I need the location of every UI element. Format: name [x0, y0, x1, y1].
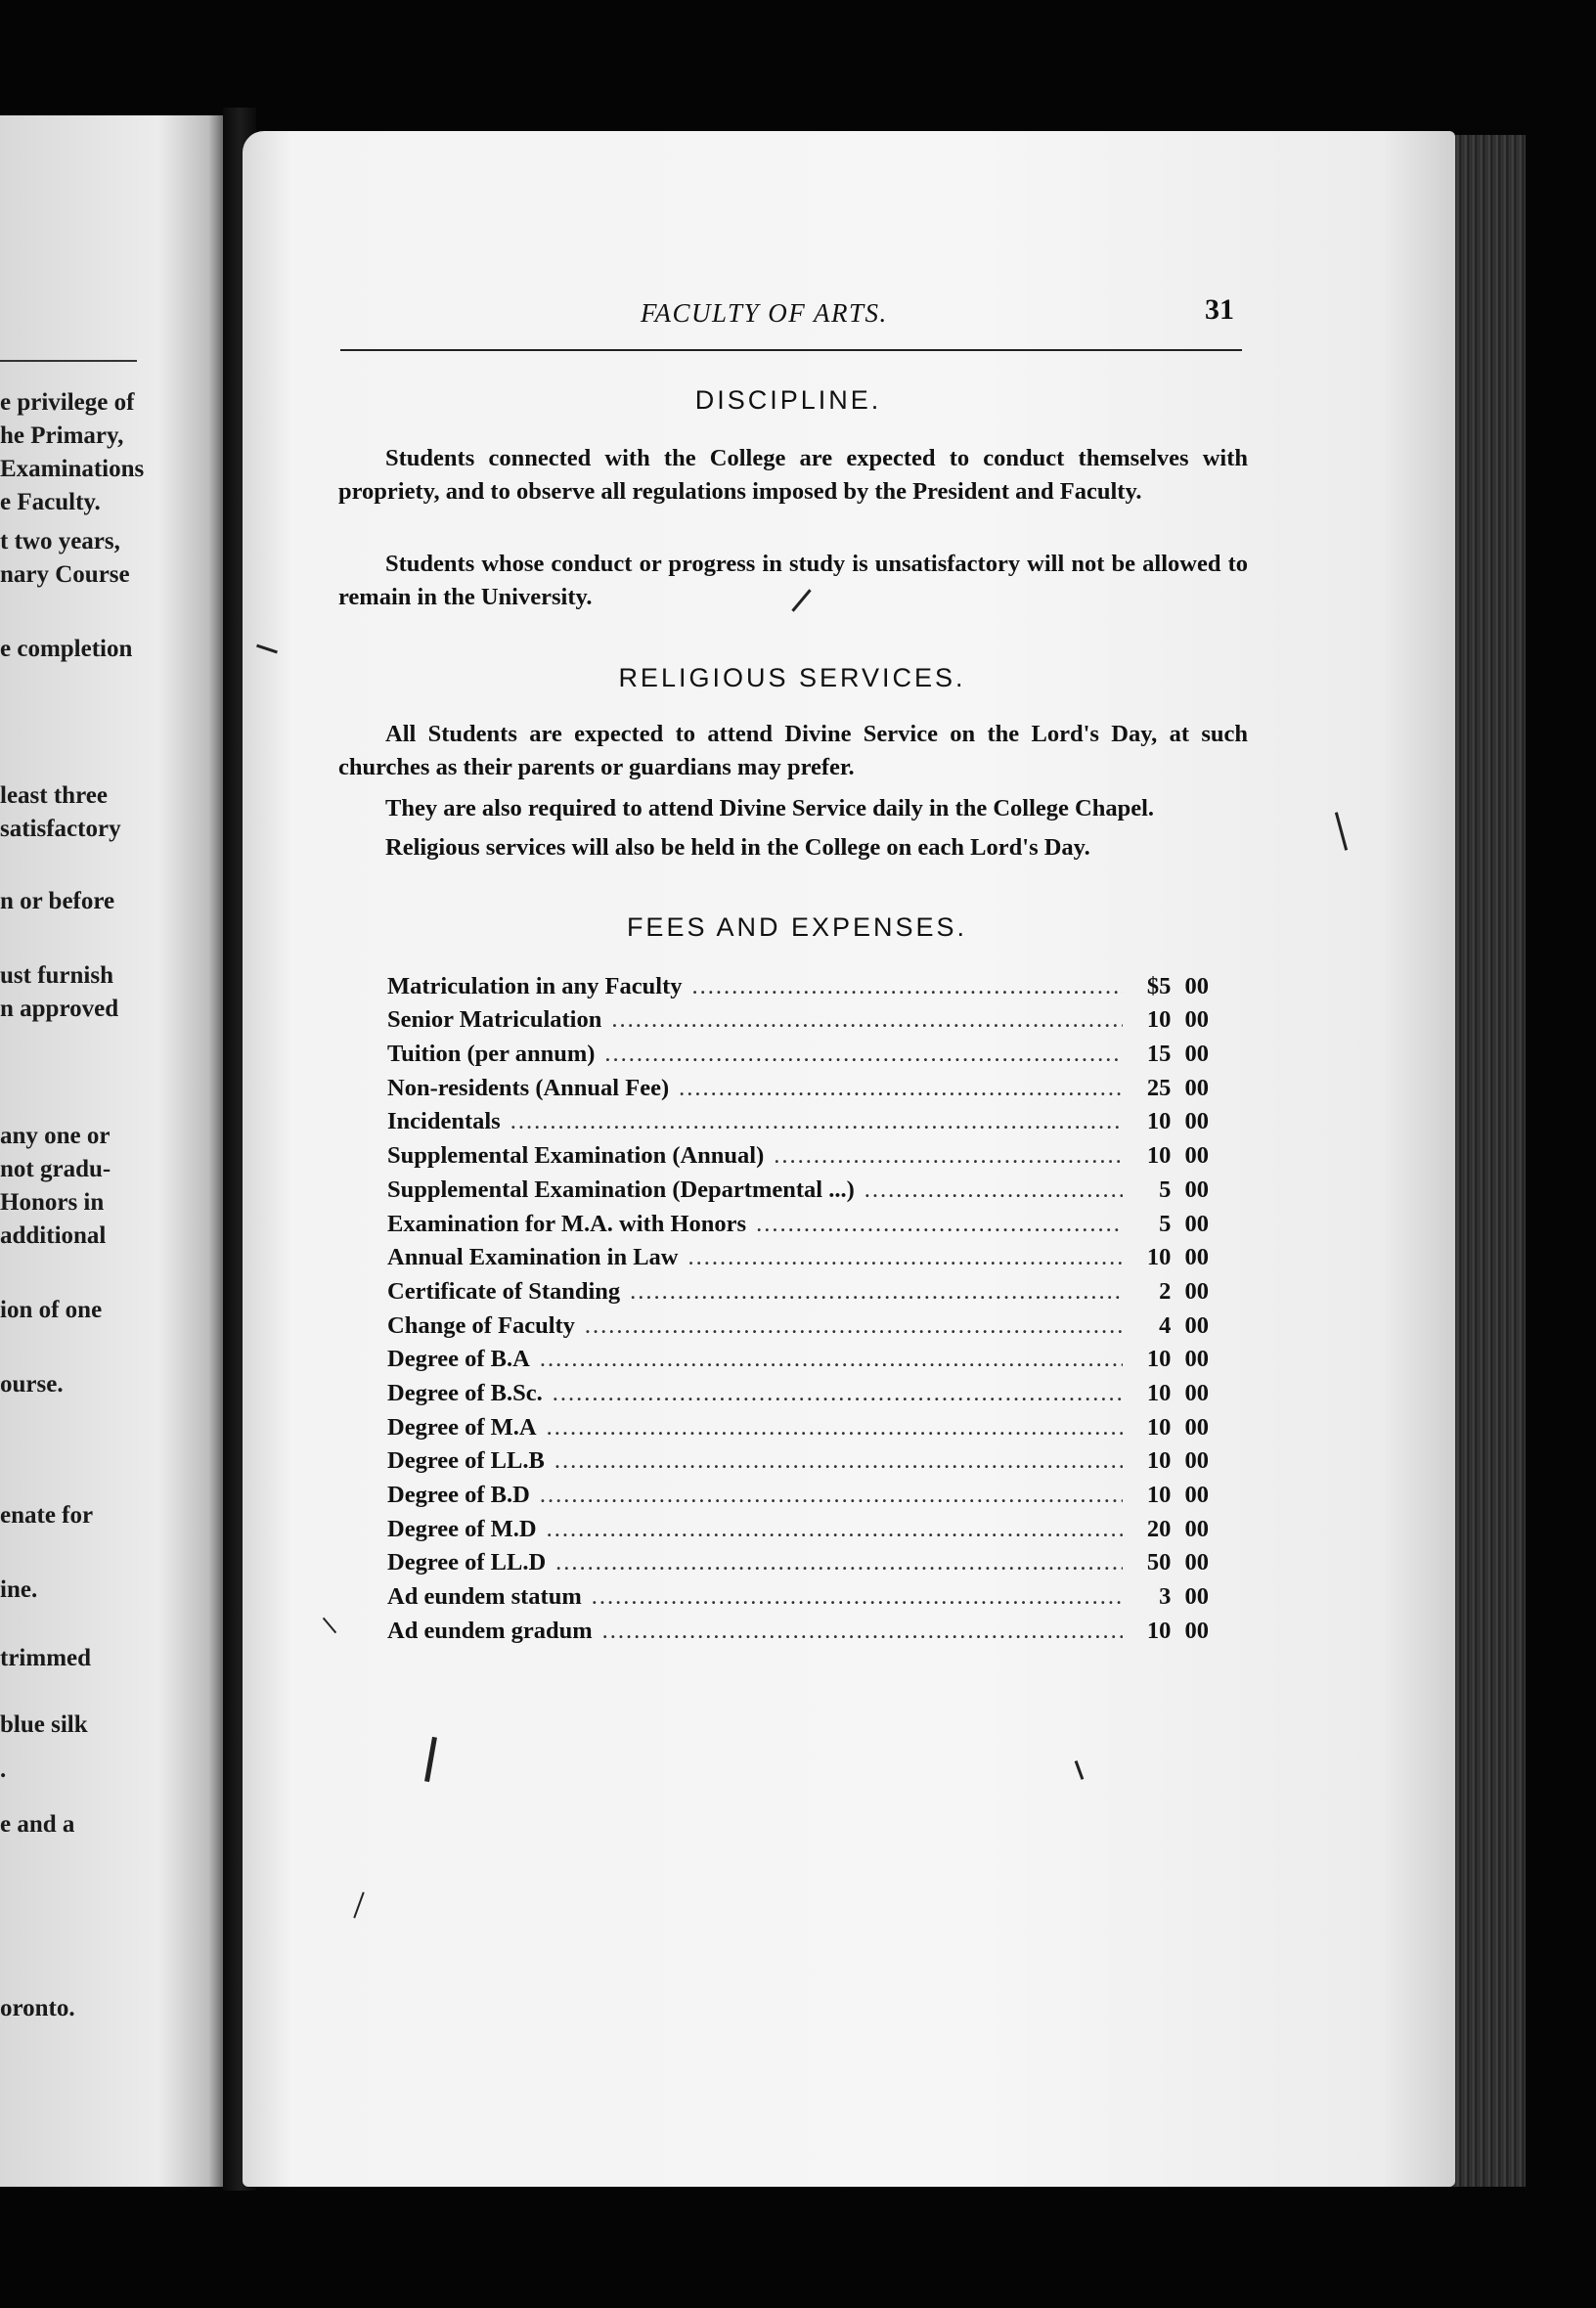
dot-leader — [554, 1447, 1123, 1475]
fee-amount: 4 00 — [1159, 1311, 1209, 1339]
fee-amount: 10 00 — [1146, 1617, 1209, 1644]
fee-amount: 50 00 — [1146, 1549, 1209, 1576]
fee-row — [387, 1509, 1209, 1543]
fee-label: Degree of B.A — [387, 1346, 530, 1373]
fee-amount: 10 00 — [1146, 1006, 1209, 1034]
fee-amount: 20 00 — [1146, 1515, 1209, 1542]
fee-label: Examination for M.A. with Honors — [387, 1210, 747, 1237]
left-page-line: e Faculty. — [0, 489, 101, 515]
left-page-line: trimmed — [0, 1645, 92, 1671]
left-page-line: additional — [0, 1222, 107, 1249]
fee-row — [387, 1204, 1209, 1238]
religious-paragraph-1 — [338, 718, 1248, 784]
left-page-line: ourse. — [0, 1371, 64, 1398]
discipline-paragraph-2-text: Students whose conduct or progress in study is unsatisfactory will not be allowed to remain in the University. — [338, 551, 1248, 610]
left-page-line: Examinations — [0, 456, 145, 482]
running-head: FACULTY OF ARTS. — [641, 298, 888, 328]
left-page-header-rule — [0, 360, 137, 362]
fee-label: Degree of B.Sc. — [387, 1379, 543, 1406]
dot-leader — [611, 1006, 1123, 1034]
discipline-heading: DISCIPLINE. — [694, 385, 882, 415]
left-page-line: nary Course — [0, 561, 130, 588]
dot-leader — [553, 1380, 1123, 1407]
fee-amount: 5 00 — [1159, 1210, 1209, 1237]
fee-row — [387, 1611, 1209, 1645]
left-page-line: any one or — [0, 1123, 111, 1149]
fee-amount: 10 00 — [1146, 1108, 1209, 1135]
left-page-line: e privilege of — [0, 389, 135, 416]
fee-label: Change of Faculty — [387, 1311, 575, 1339]
fee-row — [387, 1238, 1209, 1272]
fee-row — [387, 1543, 1209, 1577]
dot-leader — [547, 1414, 1123, 1442]
fee-label: Ad eundem statum — [387, 1583, 582, 1611]
fee-label: Ad eundem gradum — [387, 1617, 593, 1644]
fee-row — [387, 1034, 1209, 1068]
fee-label: Matriculation in any Faculty — [387, 972, 683, 999]
fee-amount: 3 00 — [1159, 1583, 1209, 1611]
left-page-line: e and a — [0, 1811, 75, 1838]
page-number: 31 — [1205, 293, 1234, 326]
fee-amount: 10 00 — [1146, 1447, 1209, 1475]
left-page-line: . — [0, 1756, 7, 1783]
fees-heading: FEES AND EXPENSES. — [626, 912, 968, 942]
left-page-line: e completion — [0, 636, 133, 662]
fee-row — [387, 1576, 1209, 1611]
fee-label: Incidentals — [387, 1108, 501, 1135]
header-rule — [340, 349, 1242, 351]
left-page-line: t two years, — [0, 528, 120, 555]
dot-leader — [602, 1618, 1123, 1645]
dot-leader — [679, 1075, 1123, 1102]
dot-leader — [756, 1211, 1123, 1238]
fee-amount: 5 00 — [1159, 1176, 1209, 1203]
religious-paragraph-2 — [338, 792, 1248, 825]
dot-leader — [592, 1583, 1123, 1611]
religious-paragraph-2-text: They are also required to attend Divine Service daily in the College Chapel. — [385, 795, 1155, 821]
left-page-line: he Primary, — [0, 422, 124, 449]
left-page-line: least three — [0, 782, 108, 809]
fee-label: Non-residents (Annual Fee) — [387, 1074, 670, 1101]
fee-label: Degree of LL.D — [387, 1549, 547, 1576]
fee-row — [387, 1170, 1209, 1204]
fee-label: Annual Examination in Law — [387, 1244, 679, 1271]
dot-leader — [691, 973, 1123, 1000]
fee-amount: 10 00 — [1146, 1244, 1209, 1271]
religious-paragraph-3-text: Religious services will also be held in the College on each Lord's Day. — [385, 834, 1090, 861]
fee-row — [387, 1306, 1209, 1340]
fee-amount: 10 00 — [1146, 1346, 1209, 1373]
dot-leader — [555, 1549, 1123, 1576]
dot-leader — [774, 1142, 1123, 1170]
fee-label: Degree of M.D — [387, 1515, 537, 1542]
left-page-line: ine. — [0, 1576, 38, 1603]
religious-paragraph-1-text: All Students are expected to attend Divine Service on the Lord's Day, at such churches as their parents or guardians may prefer. — [338, 721, 1248, 780]
left-page-line: n approved — [0, 996, 119, 1022]
religious-paragraph-3 — [338, 831, 1248, 865]
left-page-line: not gradu- — [0, 1156, 111, 1182]
fee-row — [387, 1068, 1209, 1102]
fee-row — [387, 1407, 1209, 1442]
dot-leader — [864, 1176, 1123, 1204]
fee-label: Supplemental Examination (Departmental ...) — [387, 1176, 855, 1203]
left-page-line: ion of one — [0, 1297, 103, 1323]
fee-row — [387, 1373, 1209, 1407]
fee-amount: $5 00 — [1146, 972, 1209, 999]
dot-leader — [540, 1482, 1123, 1509]
fees-table — [387, 966, 1209, 1645]
fee-row — [387, 1102, 1209, 1136]
fee-label: Certificate of Standing — [387, 1277, 621, 1305]
fee-label: Senior Matriculation — [387, 1006, 602, 1034]
fee-row — [387, 1340, 1209, 1374]
fee-amount: 10 00 — [1146, 1482, 1209, 1508]
dot-leader — [585, 1312, 1123, 1340]
fee-row — [387, 1475, 1209, 1509]
fee-label: Degree of M.A — [387, 1413, 537, 1441]
fee-row — [387, 966, 1209, 1000]
fee-label: Degree of B.D — [387, 1482, 530, 1508]
dot-leader — [510, 1108, 1123, 1135]
dot-leader — [540, 1346, 1123, 1373]
dot-leader — [604, 1041, 1123, 1068]
fee-amount: 25 00 — [1146, 1074, 1209, 1101]
discipline-paragraph-1 — [338, 442, 1248, 509]
dot-leader — [688, 1244, 1124, 1271]
fee-amount: 15 00 — [1146, 1041, 1209, 1068]
fee-row — [387, 1000, 1209, 1035]
left-page-line: enate for — [0, 1502, 94, 1529]
fee-amount: 10 00 — [1146, 1379, 1209, 1406]
fee-label: Supplemental Examination (Annual) — [387, 1142, 765, 1170]
fee-label: Tuition (per annum) — [387, 1041, 596, 1068]
fee-row — [387, 1135, 1209, 1170]
dot-leader — [547, 1516, 1123, 1543]
fee-amount: 10 00 — [1146, 1413, 1209, 1441]
left-page-line: blue silk — [0, 1711, 88, 1738]
fee-row — [387, 1271, 1209, 1306]
left-page-line: n or before — [0, 888, 115, 914]
fee-amount: 10 00 — [1146, 1142, 1209, 1170]
fee-row — [387, 1442, 1209, 1476]
religious-heading: RELIGIOUS SERVICES. — [618, 663, 966, 692]
left-page-line: satisfactory — [0, 816, 121, 842]
left-page-line: oronto. — [0, 1995, 75, 2021]
fee-amount: 2 00 — [1159, 1277, 1209, 1305]
discipline-paragraph-2 — [338, 548, 1248, 614]
left-page-line: ust furnish — [0, 962, 114, 989]
dot-leader — [630, 1278, 1123, 1306]
discipline-paragraph-1-text: Students connected with the College are expected to conduct themselves with propriety, and to observe all regulations imposed by the President and Faculty. — [338, 445, 1248, 505]
fee-label: Degree of LL.B — [387, 1447, 545, 1475]
left-page-line: Honors in — [0, 1189, 105, 1216]
